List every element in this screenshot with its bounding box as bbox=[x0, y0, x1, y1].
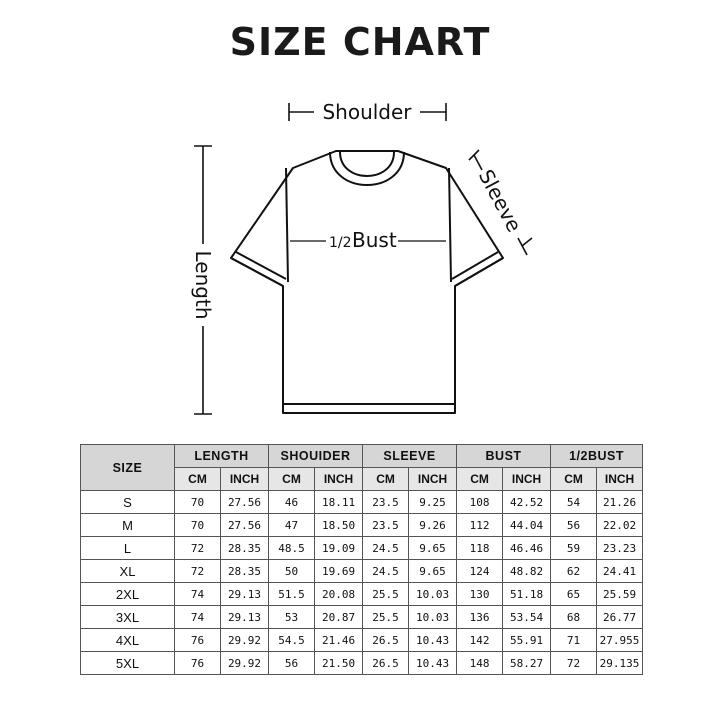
measurement-cell: 62 bbox=[551, 560, 597, 583]
measurement-cell: 20.08 bbox=[315, 583, 363, 606]
measurement-cell: 53.54 bbox=[503, 606, 551, 629]
size-cell: L bbox=[81, 537, 175, 560]
unit-header-inch: INCH bbox=[221, 468, 269, 491]
measurement-cell: 27.955 bbox=[597, 629, 643, 652]
unit-header-inch: INCH bbox=[315, 468, 363, 491]
measurement-cell: 53 bbox=[269, 606, 315, 629]
measurement-cell: 72 bbox=[175, 560, 221, 583]
group-header-shoulder: SHOUIDER bbox=[269, 445, 363, 468]
table-row bbox=[81, 629, 643, 652]
group-header-bust: BUST bbox=[457, 445, 551, 468]
measurement-cell: 10.43 bbox=[409, 629, 457, 652]
measurement-cell: 136 bbox=[457, 606, 503, 629]
table-row bbox=[81, 514, 643, 537]
measurement-cell: 22.02 bbox=[597, 514, 643, 537]
tshirt-outline bbox=[231, 151, 503, 413]
measurement-cell: 74 bbox=[175, 606, 221, 629]
measurement-cell: 76 bbox=[175, 629, 221, 652]
unit-header-cm: CM bbox=[175, 468, 221, 491]
group-header-length: LENGTH bbox=[175, 445, 269, 468]
measurement-cell: 10.03 bbox=[409, 583, 457, 606]
measurement-cell: 24.5 bbox=[363, 537, 409, 560]
size-cell: 2XL bbox=[81, 583, 175, 606]
unit-header-cm: CM bbox=[363, 468, 409, 491]
size-cell: 3XL bbox=[81, 606, 175, 629]
measurement-cell: 9.65 bbox=[409, 537, 457, 560]
measurement-cell: 29.13 bbox=[221, 583, 269, 606]
measurement-cell: 142 bbox=[457, 629, 503, 652]
measurement-cell: 29.92 bbox=[221, 629, 269, 652]
measurement-cell: 59 bbox=[551, 537, 597, 560]
size-cell: M bbox=[81, 514, 175, 537]
measurement-cell: 9.25 bbox=[409, 491, 457, 514]
measurement-cell: 9.26 bbox=[409, 514, 457, 537]
measurement-cell: 68 bbox=[551, 606, 597, 629]
measurement-cell: 29.92 bbox=[221, 652, 269, 675]
measurement-cell: 56 bbox=[551, 514, 597, 537]
measurement-cell: 19.69 bbox=[315, 560, 363, 583]
measurement-cell: 28.35 bbox=[221, 560, 269, 583]
measurement-cell: 26.5 bbox=[363, 629, 409, 652]
measurement-cell: 70 bbox=[175, 514, 221, 537]
measurement-cell: 50 bbox=[269, 560, 315, 583]
measurement-cell: 24.41 bbox=[597, 560, 643, 583]
sleeve-label: Sleeve bbox=[473, 165, 527, 236]
measurement-cell: 71 bbox=[551, 629, 597, 652]
size-cell: XL bbox=[81, 560, 175, 583]
measurement-cell: 70 bbox=[175, 491, 221, 514]
measurement-cell: 48.82 bbox=[503, 560, 551, 583]
measurement-cell: 23.5 bbox=[363, 514, 409, 537]
table-row bbox=[81, 583, 643, 606]
size-cell: 4XL bbox=[81, 629, 175, 652]
unit-header-cm: CM bbox=[551, 468, 597, 491]
bust-prefix-label: 1/2 bbox=[329, 235, 352, 251]
measurement-cell: 23.5 bbox=[363, 491, 409, 514]
measurement-cell: 130 bbox=[457, 583, 503, 606]
measurement-cell: 21.46 bbox=[315, 629, 363, 652]
measurement-cell: 27.56 bbox=[221, 491, 269, 514]
table-row bbox=[81, 537, 643, 560]
size-column-header: SIZE bbox=[81, 445, 175, 491]
measurement-cell: 42.52 bbox=[503, 491, 551, 514]
table-row bbox=[81, 606, 643, 629]
measurement-cell: 10.43 bbox=[409, 652, 457, 675]
measurement-cell: 26.77 bbox=[597, 606, 643, 629]
shoulder-label: Shoulder bbox=[322, 100, 412, 124]
measurement-cell: 51.18 bbox=[503, 583, 551, 606]
measurement-cell: 24.5 bbox=[363, 560, 409, 583]
measurement-cell: 46.46 bbox=[503, 537, 551, 560]
measurement-cell: 48.5 bbox=[269, 537, 315, 560]
measurement-cell: 21.26 bbox=[597, 491, 643, 514]
measurement-cell: 72 bbox=[175, 537, 221, 560]
measurement-cell: 44.04 bbox=[503, 514, 551, 537]
measurement-cell: 28.35 bbox=[221, 537, 269, 560]
unit-header-cm: CM bbox=[269, 468, 315, 491]
measurement-cell: 65 bbox=[551, 583, 597, 606]
measurement-cell: 20.87 bbox=[315, 606, 363, 629]
measurement-cell: 25.59 bbox=[597, 583, 643, 606]
measurement-cell: 58.27 bbox=[503, 652, 551, 675]
measurement-cell: 9.65 bbox=[409, 560, 457, 583]
measurement-cell: 55.91 bbox=[503, 629, 551, 652]
page-title: SIZE CHART bbox=[229, 20, 491, 64]
measurement-cell: 29.13 bbox=[221, 606, 269, 629]
measurement-cell: 54.5 bbox=[269, 629, 315, 652]
measurement-cell: 74 bbox=[175, 583, 221, 606]
measurement-cell: 19.09 bbox=[315, 537, 363, 560]
measurement-cell: 124 bbox=[457, 560, 503, 583]
measurement-cell: 118 bbox=[457, 537, 503, 560]
size-table bbox=[80, 444, 643, 675]
unit-header-inch: INCH bbox=[597, 468, 643, 491]
measurement-cell: 26.5 bbox=[363, 652, 409, 675]
measurement-cell: 25.5 bbox=[363, 583, 409, 606]
size-cell: 5XL bbox=[81, 652, 175, 675]
measurement-cell: 47 bbox=[269, 514, 315, 537]
measurement-cell: 10.03 bbox=[409, 606, 457, 629]
measurement-cell: 148 bbox=[457, 652, 503, 675]
measurement-cell: 29.135 bbox=[597, 652, 643, 675]
group-header-half-bust: 1/2BUST bbox=[551, 445, 643, 468]
table-row bbox=[81, 491, 643, 514]
unit-header-cm: CM bbox=[457, 468, 503, 491]
measurement-cell: 76 bbox=[175, 652, 221, 675]
measurement-cell: 23.23 bbox=[597, 537, 643, 560]
measurement-cell: 56 bbox=[269, 652, 315, 675]
length-label: Length bbox=[191, 250, 215, 320]
unit-header-inch: INCH bbox=[409, 468, 457, 491]
measurement-cell: 51.5 bbox=[269, 583, 315, 606]
measurement-cell: 18.50 bbox=[315, 514, 363, 537]
bust-label: Bust bbox=[352, 228, 397, 252]
measurement-cell: 54 bbox=[551, 491, 597, 514]
unit-header-inch: INCH bbox=[503, 468, 551, 491]
measurement-cell: 46 bbox=[269, 491, 315, 514]
table-row bbox=[81, 560, 643, 583]
measurement-cell: 72 bbox=[551, 652, 597, 675]
measurement-cell: 27.56 bbox=[221, 514, 269, 537]
measurement-cell: 18.11 bbox=[315, 491, 363, 514]
measurement-cell: 108 bbox=[457, 491, 503, 514]
measurement-cell: 21.50 bbox=[315, 652, 363, 675]
size-table-body bbox=[81, 491, 643, 675]
measurement-cell: 112 bbox=[457, 514, 503, 537]
group-header-sleeve: SLEEVE bbox=[363, 445, 457, 468]
size-cell: S bbox=[81, 491, 175, 514]
measurement-cell: 25.5 bbox=[363, 606, 409, 629]
table-row bbox=[81, 652, 643, 675]
